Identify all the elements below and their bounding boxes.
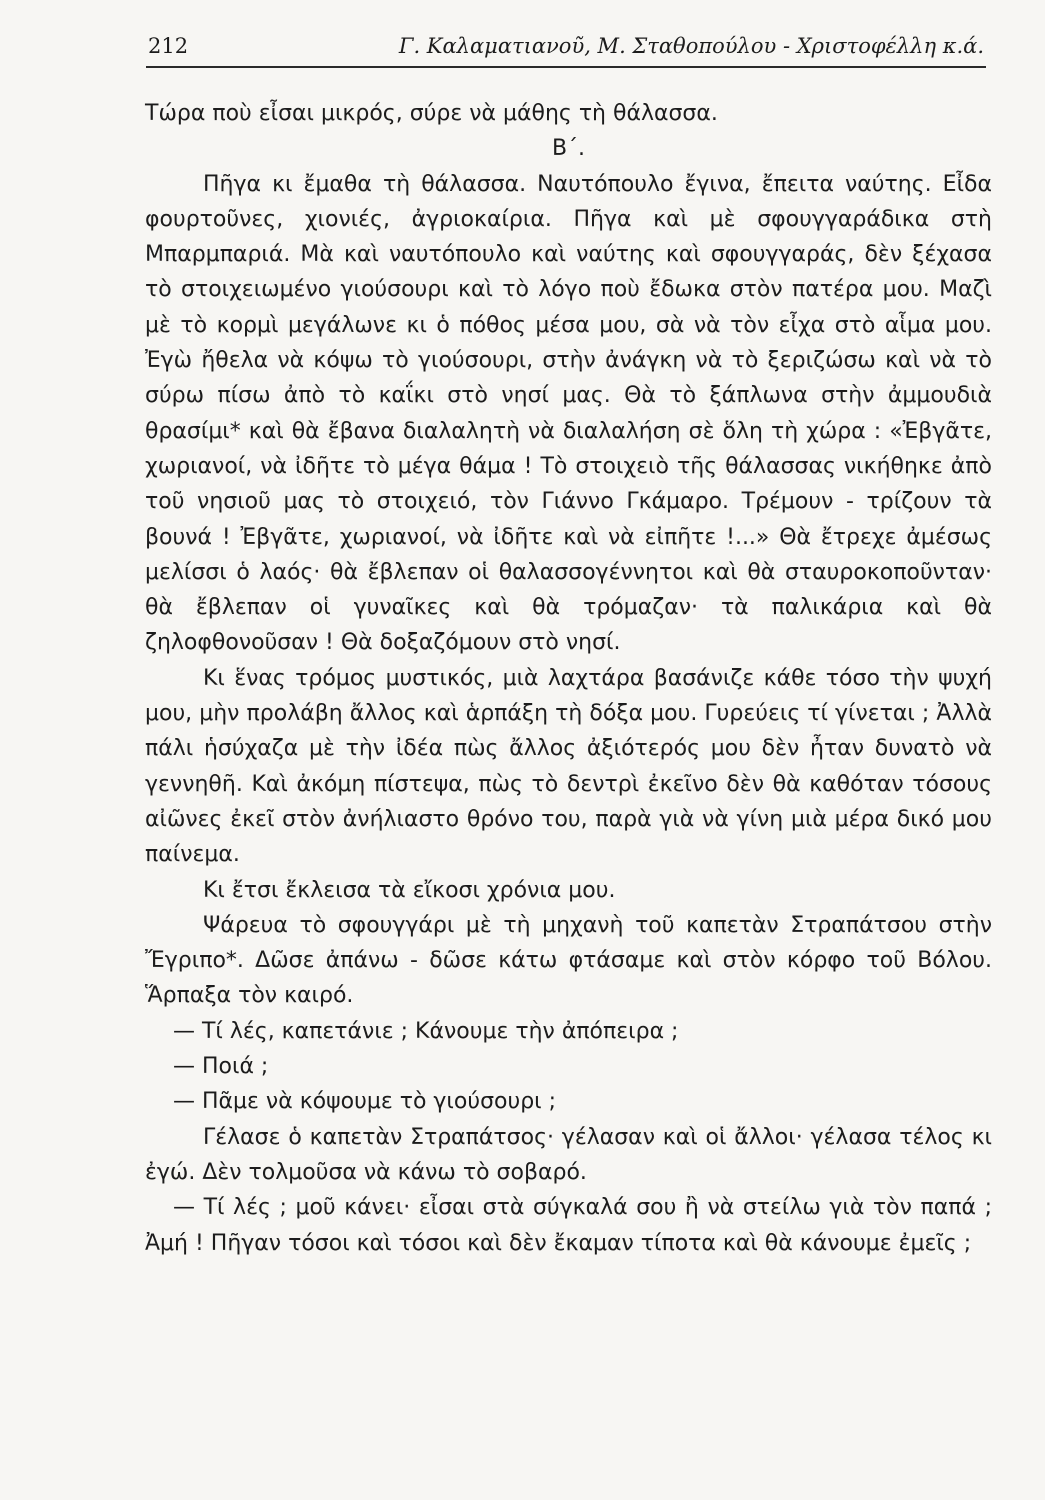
dialogue-line: — Τί λές ; μοῦ κάνει· εἶσαι στὰ σύγκαλά σου ἢ νὰ στείλω γιὰ τὸν παπά ; Ἀμή ! Πῆγαν τόσοι καὶ τόσοι καὶ δὲν ἔκαμαν τίποτα καὶ θὰ κάνουμε ἐμεῖς ; bbox=[145, 1195, 992, 1256]
paragraph: Κι ἕνας τρόμος μυστικός, μιὰ λαχτάρα βασάνιζε κάθε τόσο τὴν ψυχή μου, μὴν προλάβη ἄλλος καὶ ἁρπάξη τὴ δόξα μου. Γυρεύεις τί γίνεται ; Ἀλλὰ πάλι ἡσύχαζα μὲ τὴν ἰδέα πὼς ἄλλος ἀξιότερός μου δὲν ἦταν δυνατὸ νὰ γεννηθῆ. Καὶ ἀκόμη πίστεψα, πὼς τὸ δεντρὶ ἐκεῖνο δὲν θὰ καθόταν τόσους αἰῶνες ἐκεῖ στὸν ἀνήλιαστο θρόνο του, παρὰ γιὰ νὰ γίνη μιὰ μέρα δικό μου παίνεμα. bbox=[145, 665, 992, 868]
page-number: 212 bbox=[148, 34, 189, 58]
section-mark: Β΄. bbox=[551, 136, 586, 162]
paragraph: Γέλασε ὁ καπετὰν Στραπάτσος· γέλασαν καὶ οἱ ἄλλοι· γέλασα τέλος κι ἐγώ. Δὲν τολμοῦσα νὰ κάνω τὸ σοβαρό. bbox=[145, 1124, 992, 1185]
dialogue-line: — Τί λές, καπετάνιε ; Κάνουμε τὴν ἀπόπειρα ; bbox=[173, 1018, 679, 1044]
running-head bbox=[148, 30, 984, 64]
paragraph: Τώρα ποὺ εἶσαι μικρός, σύρε νὰ μάθης τὴ θάλασσα. bbox=[145, 101, 718, 126]
paragraph: Ψάρευα τὸ σφουγγάρι μὲ τὴ μηχανὴ τοῦ καπετὰν Στραπάτσου στὴν Ἔγριπο*. Δῶσε ἀπάνω - δῶσε κάτω φτάσαμε καὶ στὸν κόρφο τοῦ Βόλου. Ἅρπαξα τὸν καιρό. bbox=[145, 912, 992, 1009]
dialogue-line: — Ποιά ; bbox=[173, 1054, 269, 1080]
running-title: Γ. Καλαματιανοῦ, Μ. Σταθοπούλου - Χριστοφέλλη κ.ά. bbox=[398, 34, 984, 58]
dialogue-line: — Πᾶμε νὰ κόψουμε τὸ γιούσουρι ; bbox=[173, 1089, 557, 1115]
body-text bbox=[145, 96, 992, 1261]
paragraph: Πῆγα κι ἔμαθα τὴ θάλασσα. Ναυτόπουλο ἔγινα, ἔπειτα ναύτης. Εἶδα φουρτοῦνες, χιονιές, ἀγριοκαίρια. Πῆγα καὶ μὲ σφουγγαράδικα στὴ Μπαρμπαριά. Μὰ καὶ ναυτόπουλο καὶ ναύτης καὶ σφουγγαράς, δὲν ξέχασα τὸ στοιχειωμένο γιούσουρι καὶ τὸ λόγο ποὺ ἔδωκα στὸν πατέρα μου. Μαζὶ μὲ τὸ κορμὶ μεγάλωνε κι ὁ πόθος μέσα μου, σὰ νὰ τὸν εἶχα στὸ αἷμα μου. Ἐγὼ ἤθελα νὰ κόψω τὸ γιούσουρι, στὴν ἀνάγκη νὰ τὸ ξεριζώσω καὶ νὰ τὸ σύρω πίσω ἀπὸ τὸ καΐκι στὸ νησί μας. Θὰ τὸ ξάπλωνα στὴν ἀμμουδιὰ θρασίμι* καὶ θὰ ἔβανα διαλαλητὴ νὰ διαλαλήση σὲ ὅλη τὴ χώρα : «Ἐβγᾶτε, χωριανοί, νὰ ἰδῆτε τὸ μέγα θάμα ! Τὸ στοιχειὸ τῆς θάλασσας νικήθηκε ἀπὸ τοῦ νησιοῦ μας τὸ στοιχειό, τὸν Γιάννο Γκάμαρο. Τρέμουν - τρίζουν τὰ βουνά ! Ἐβγᾶτε, χωριανοί, νὰ ἰδῆτε καὶ νὰ εἰπῆτε !...» Θὰ ἔτρεχε ἀμέσως μελίσσι ὁ λαός· θὰ ἔβλεπαν οἱ θαλασσογέννητοι καὶ θὰ σταυροκοποῦνταν· θὰ ἔβλεπαν οἱ γυναῖκες καὶ θὰ τρόμαζαν· τὰ παλικάρια καὶ θὰ ζηλοφθονοῦσαν ! Θὰ δοξαζόμουν στὸ νησί. bbox=[145, 171, 992, 656]
paragraph: Κι ἔτσι ἔκλεισα τὰ εἴκοσι χρόνια μου. bbox=[203, 877, 616, 903]
header-rule bbox=[146, 66, 986, 68]
